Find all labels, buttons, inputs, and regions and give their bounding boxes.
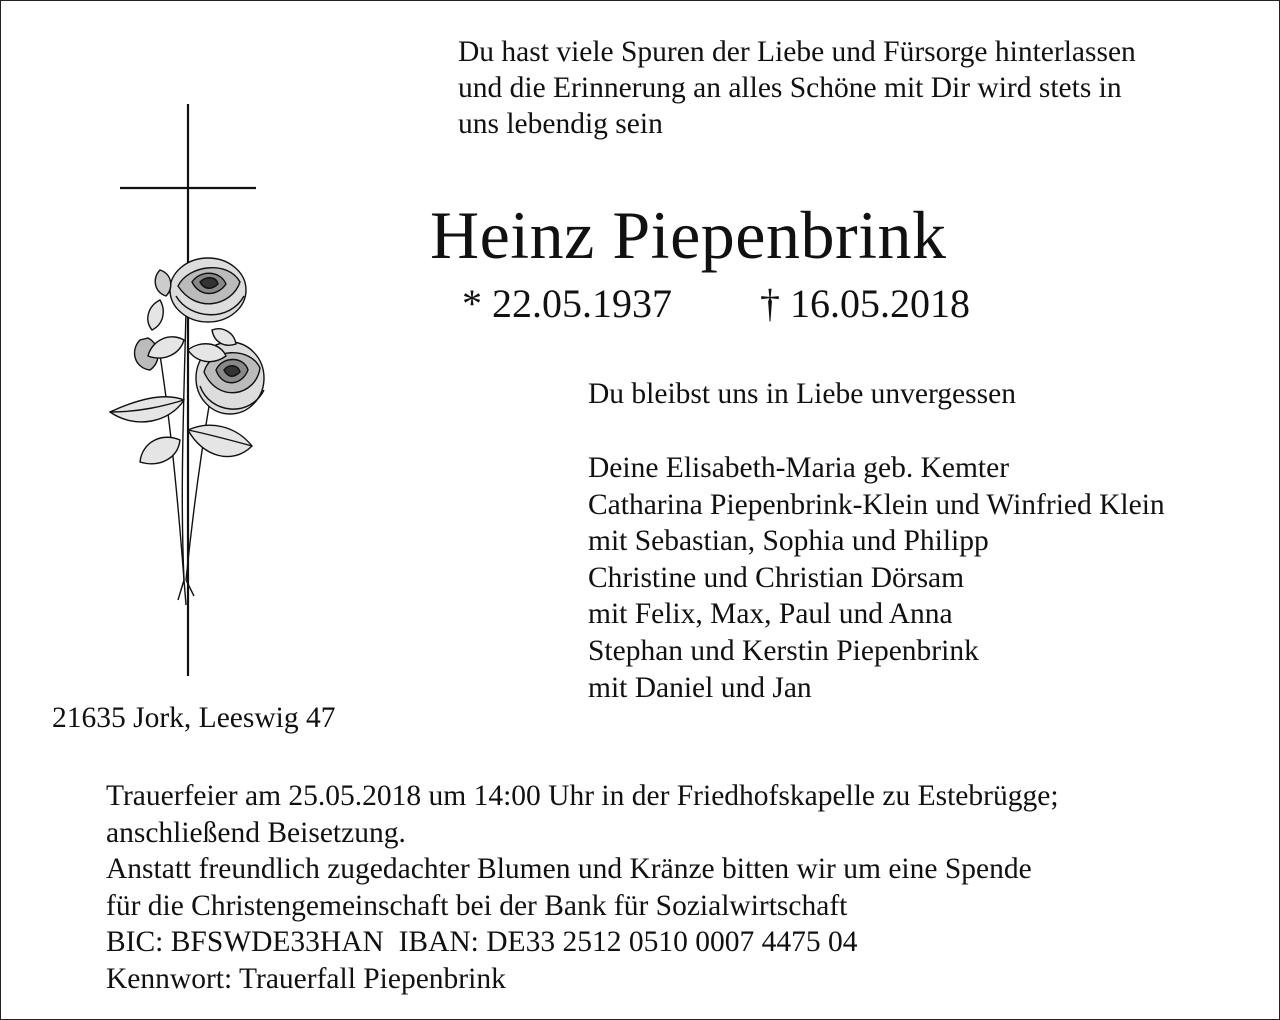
funeral-line: Trauerfeier am 25.05.2018 um 14:00 Uhr in der Friedhofskapelle zu Estebrügge;: [106, 780, 1059, 812]
family-line: Deine Elisabeth-Maria geb. Kemter: [588, 452, 1010, 484]
quote-text: [458, 34, 1136, 142]
family-line: mit Daniel und Jan: [588, 671, 812, 704]
funeral-line: Anstatt freundlich zugedachter Blumen und Kränze bitten wir um eine Spende: [106, 853, 1032, 886]
family-line: Catharina Piepenbrink-Klein und Winfried Klein: [588, 488, 1165, 521]
quote-line: Du hast viele Spuren der Liebe und Fürsorge hinterlassen: [458, 36, 1136, 68]
funeral-line: anschließend Beisetzung.: [106, 816, 406, 849]
funeral-line: für die Christengemeinschaft bei der Bank für Sozialwirtschaft: [106, 889, 848, 922]
cross-with-roses-illustration: [100, 100, 270, 680]
deceased-name: Heinz Piepenbrink: [430, 197, 947, 273]
family-line: mit Sebastian, Sophia und Philipp: [588, 525, 989, 558]
family-list: [588, 450, 1165, 706]
funeral-line: BIC: BFSWDE33HAN IBAN: DE33 2512 0510 0007 4475 04: [106, 926, 858, 959]
funeral-info: [106, 778, 1059, 998]
quote-line: und die Erinnerung an alles Schöne mit Dir wird stets in: [458, 72, 1122, 104]
funeral-line: Kennwort: Trauerfall Piepenbrink: [106, 962, 506, 995]
family-line: mit Felix, Max, Paul und Anna: [588, 598, 953, 631]
family-line: Christine und Christian Dörsam: [588, 561, 965, 594]
address-text: 21635 Jork, Leeswig 47: [52, 702, 336, 734]
birth-date: * 22.05.1937: [462, 281, 672, 326]
quote-line: uns lebendig sein: [458, 108, 663, 140]
death-date: † 16.05.2018: [760, 281, 970, 326]
family-line: Stephan und Kerstin Piepenbrink: [588, 634, 979, 667]
motto-text: Du bleibst uns in Liebe unvergessen: [588, 378, 1016, 410]
